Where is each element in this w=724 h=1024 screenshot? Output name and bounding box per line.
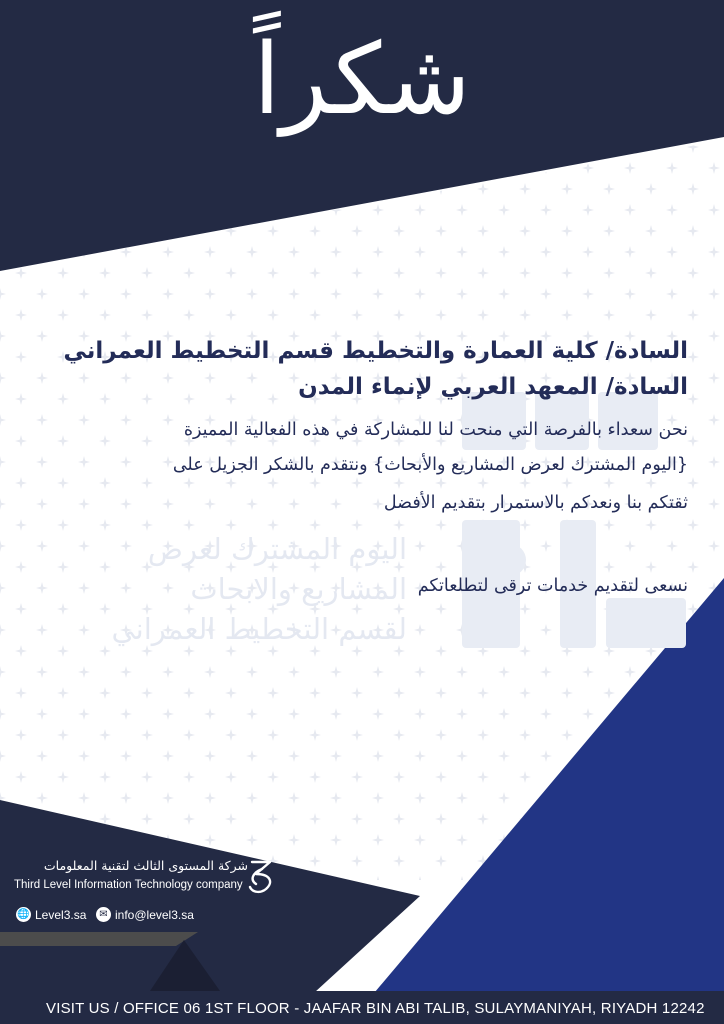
email-text: info@level3.sa bbox=[115, 907, 194, 922]
company-name-arabic: شركة المستوى الثالث لتقنية المعلومات bbox=[43, 858, 248, 873]
email-link[interactable] bbox=[96, 907, 194, 922]
grey-band bbox=[0, 932, 198, 946]
watermark-line: المشاريع والابحاث bbox=[190, 572, 407, 606]
envelope-icon: ✉ bbox=[96, 907, 111, 922]
watermark-line: لقسم التخطيط العمراني bbox=[111, 612, 407, 646]
website-link[interactable] bbox=[16, 907, 86, 922]
addressee-line: السادة/ كلية العمارة والتخطيط قسم التخطيط العمراني bbox=[63, 338, 688, 364]
website-text: Level3.sa bbox=[35, 907, 87, 922]
letter-body-line: ثقتكم بنا ونعدكم بالاستمرار بتقديم الأفضل bbox=[383, 493, 688, 513]
addressee-line: السادة/ المعهد العربي لإنماء المدن bbox=[298, 374, 688, 400]
letter-body-line: نحن سعداء بالفرصة التي منحت لنا للمشاركة في هذه الفعالية المميزة bbox=[183, 420, 688, 440]
closing-line: نسعى لتقديم خدمات ترقى لتطلعاتكم bbox=[417, 576, 688, 596]
letter-body-line: {اليوم المشترك لعرض المشاريع والأبحاث} ونتقدم بالشكر الجزيل على bbox=[172, 455, 688, 475]
footer-address: VISIT US / OFFICE 06 1ST FLOOR - JAAFAR BIN ABI TALIB, SULAYMANIYAH, RIYADH 12242 bbox=[46, 1000, 705, 1017]
globe-icon: 🌐 bbox=[17, 909, 30, 920]
watermark-line: اليوم المشترك لعرض bbox=[147, 532, 407, 566]
page-title: شكراً bbox=[253, 23, 471, 137]
company-name-english: Third Level Information Technology company bbox=[14, 879, 243, 891]
